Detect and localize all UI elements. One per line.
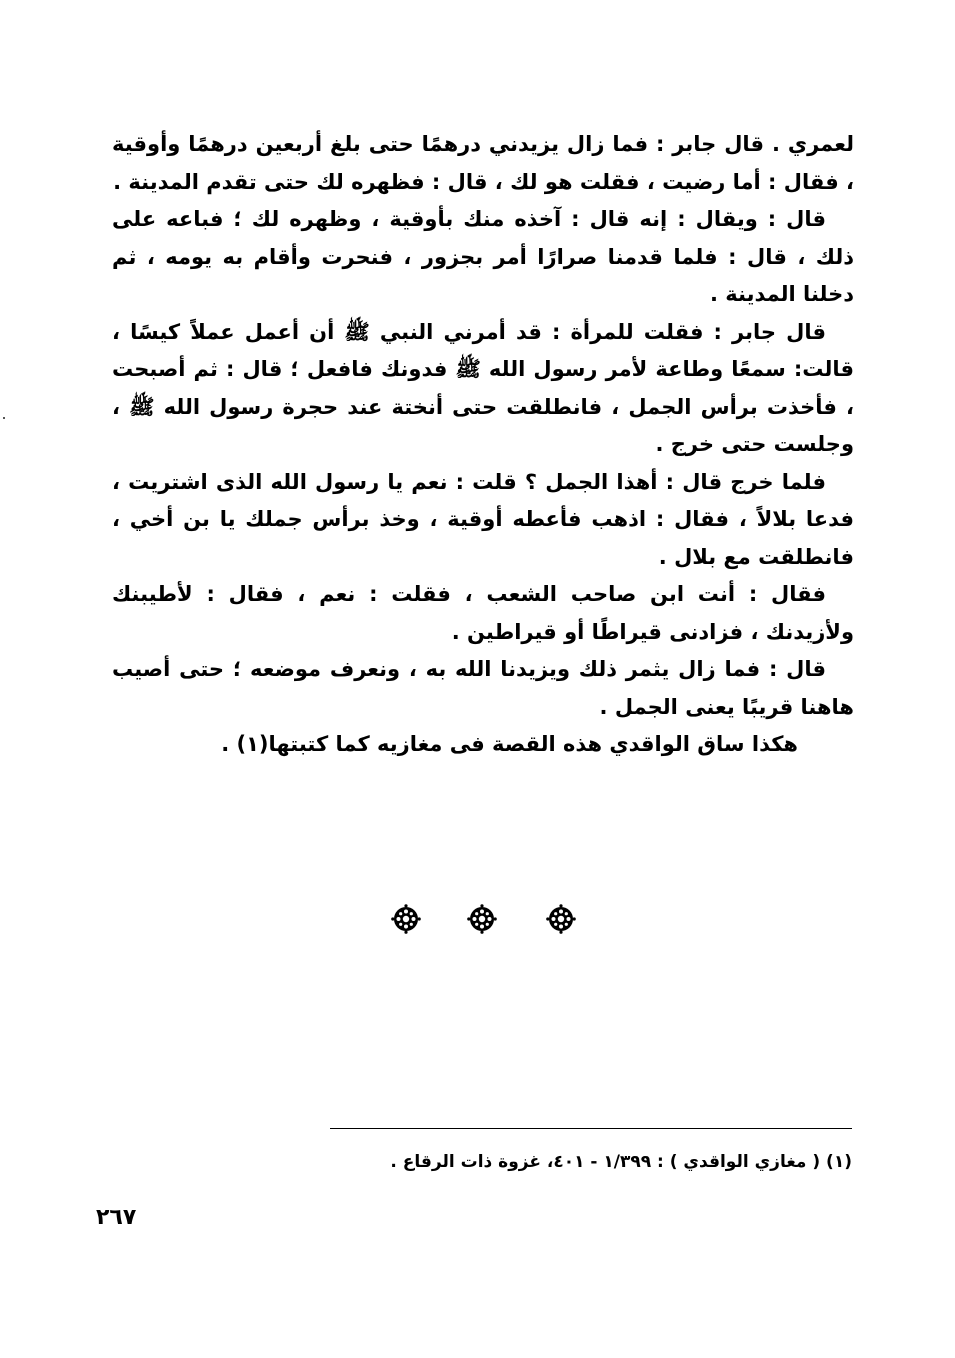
footnote: (١) ( مغازي الواقدي ) : ١/٣٩٩ - ٤٠١، غزوة ذات الرقاع . bbox=[390, 1152, 852, 1172]
paragraph-7: هكذا ساق الواقدي هذه القصة فى مغازيه كما كتبتها(١) . bbox=[221, 732, 798, 756]
floral-ornament-icon bbox=[391, 904, 421, 934]
floral-ornament-icon bbox=[467, 904, 497, 934]
paragraph-2: قال : ويقال : إنه قال : آخذه منك بأوقية ، وظهره لك ؛ فباعه على ذلك ، قال : فلما قدمنا صرارًا أمر بجزور ، فنحرت وأقام به يومه ، ثم دخلنا المدينة . bbox=[112, 207, 854, 306]
page-body bbox=[112, 126, 854, 764]
paragraph-3: قال جابر : فقلت للمرأة : قد أمرني النبي ﷺ أن أعمل عملاً كيسًا ، قالت: سمعًا وطاعة لأمر رسول الله ﷺ فدونك فافعل ؛ قال : ثم أصبحت ، فأخذت برأس الجمل ، فانطلقت حتى أنختة عند حجرة رسول الله ﷺ ، وجلست حتى خرج . bbox=[112, 319, 854, 456]
paragraph-5: فقال : أنت ابن صاحب الشعب ، فقلت : نعم ، فقال : لأطيبنك ولأزيدنك ، فزادنى قيراطًا أو قيراطين . bbox=[112, 582, 854, 644]
paragraph-4: فلما خرج قال : أهذا الجمل ؟ قلت : نعم يا رسول الله الذى اشتريت ، فدعا بلالاً ، فقال : اذهب فأعطه أوقية ، وخذ برأس جملك يا بن أخي ، فانطلقت مع بلال . bbox=[112, 469, 854, 569]
paragraph-6: قال : فما زال يثمر ذلك ويزيدنا الله به ، ونعرف موضعه ؛ حتى أصيب هاهنا قريبًا يعنى الجمل . bbox=[112, 657, 854, 719]
margin-speck bbox=[3, 417, 5, 419]
section-divider-ornaments bbox=[0, 904, 955, 948]
page-number: ٢٦٧ bbox=[96, 1205, 137, 1230]
floral-ornament-icon bbox=[546, 904, 576, 934]
footnote-divider bbox=[330, 1128, 852, 1129]
paragraph-1: لعمري . قال جابر : فما زال يزيدني درهمًا حتى بلغ أربعين درهمًا وأوقية ، فقال : أما رضيت ، فقلت هو لك ، قال : فظهره لك حتى تقدم المدينة . bbox=[112, 132, 854, 194]
